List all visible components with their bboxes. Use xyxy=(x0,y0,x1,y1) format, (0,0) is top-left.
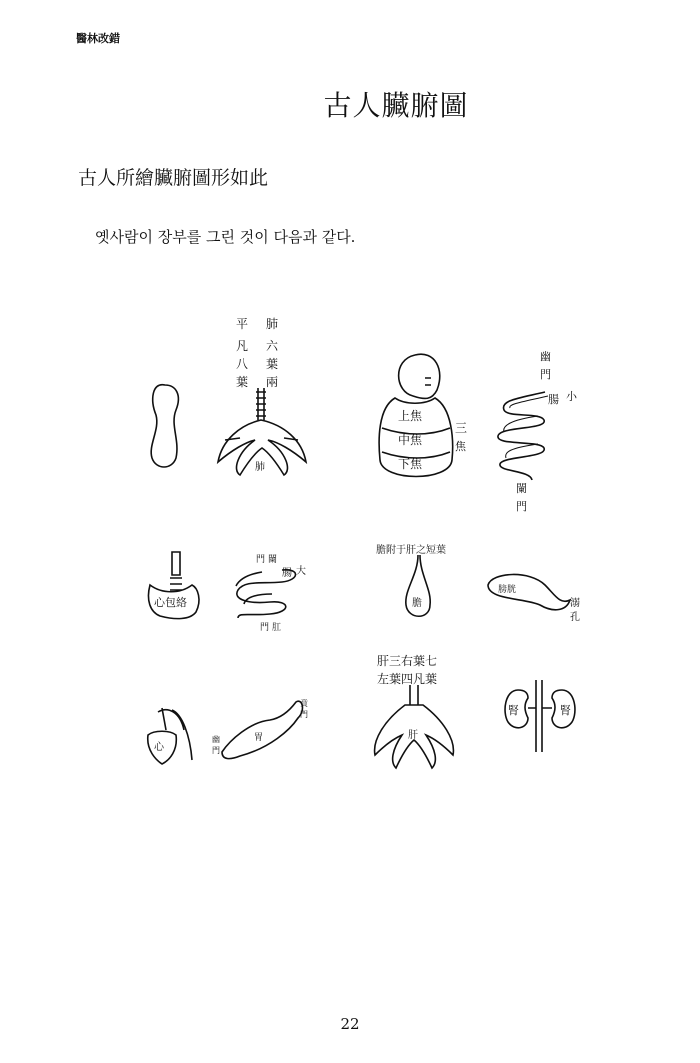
gallbladder-note: 膽附于肝之短葉 xyxy=(376,545,446,556)
svg-text:兩: 兩 xyxy=(266,375,279,389)
svg-text:門: 門 xyxy=(300,710,308,719)
spleen-drawing xyxy=(151,385,178,467)
svg-text:大: 大 xyxy=(296,566,306,577)
svg-text:門: 門 xyxy=(260,623,270,633)
svg-text:葉: 葉 xyxy=(236,375,249,389)
liver-label: 肝 xyxy=(408,730,418,741)
svg-text:賁: 賁 xyxy=(300,699,308,708)
lung-label: 肺 xyxy=(255,462,265,473)
svg-text:門: 門 xyxy=(540,368,551,381)
svg-text:凡: 凡 xyxy=(236,339,249,353)
svg-text:腸: 腸 xyxy=(282,568,292,579)
sanjiao-lower: 下焦 xyxy=(398,457,423,471)
sanjiao-middle: 中焦 xyxy=(398,433,423,447)
svg-text:闌: 闌 xyxy=(516,482,527,495)
svg-text:焦: 焦 xyxy=(455,440,466,453)
svg-text:葉: 葉 xyxy=(266,357,279,371)
lung-note-1: 平 xyxy=(236,317,249,331)
bladder-label: 膀胱 xyxy=(498,585,517,595)
svg-text:肝三右葉七: 肝三右葉七 xyxy=(377,654,438,668)
page-number: 22 xyxy=(340,1015,360,1033)
stomach-label: 胃 xyxy=(254,733,264,743)
svg-text:溺: 溺 xyxy=(570,598,580,609)
svg-text:門: 門 xyxy=(256,555,266,565)
heart-label: 心包絡 xyxy=(154,596,187,609)
classical-caption: 古人所繪臟腑圖形如此 xyxy=(78,167,269,189)
svg-text:肛: 肛 xyxy=(272,623,282,633)
heart2-label: 心 xyxy=(154,742,164,753)
stomach-drawing xyxy=(222,701,302,758)
liver-drawing xyxy=(375,685,454,768)
svg-text:六: 六 xyxy=(266,339,279,353)
svg-text:闌: 闌 xyxy=(268,555,278,565)
gallbladder-label: 膽 xyxy=(412,598,422,609)
svg-text:八: 八 xyxy=(236,357,249,371)
page-title: 古人臟腑圖 xyxy=(323,89,469,122)
svg-text:門: 門 xyxy=(212,746,220,755)
svg-text:孔: 孔 xyxy=(570,612,580,623)
kidney-right-label: 腎 xyxy=(560,704,571,717)
sanjiao-upper: 上焦 xyxy=(398,409,423,423)
svg-text:幽: 幽 xyxy=(540,350,551,363)
svg-text:幽: 幽 xyxy=(212,735,220,744)
svg-text:小: 小 xyxy=(566,390,577,403)
svg-text:左葉四凡葉: 左葉四凡葉 xyxy=(377,672,438,686)
svg-text:腸: 腸 xyxy=(548,393,559,406)
korean-caption: 옛사람이 장부를 그린 것이 다음과 같다. xyxy=(95,228,356,246)
small-intestine-drawing xyxy=(498,392,545,480)
svg-text:門: 門 xyxy=(516,500,527,513)
kidney-left-label: 腎 xyxy=(508,704,519,717)
header-tag: 醫林改錯 xyxy=(76,32,120,45)
svg-text:三: 三 xyxy=(455,421,468,435)
heart-drawing xyxy=(148,708,192,764)
svg-text:肺: 肺 xyxy=(266,317,279,331)
